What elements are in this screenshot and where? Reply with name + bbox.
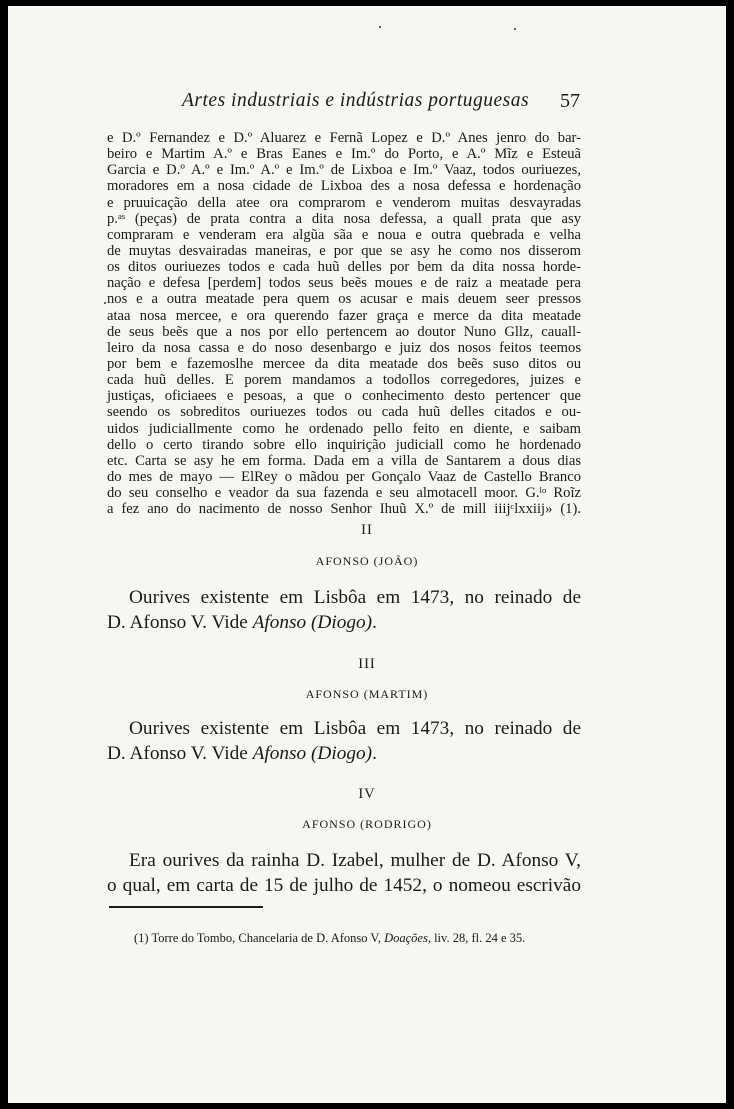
body-line: uidos judiciallmente como he ordenado pello feito en diente, e saibam <box>107 420 581 437</box>
entry-text-segment: . <box>372 743 377 764</box>
body-line: nos e a outra meatade pera quem os acusar e mais deuem seer pressos <box>107 291 581 308</box>
footnote <box>134 931 525 946</box>
entry-numeral: IV <box>358 786 376 802</box>
footnote-text: liv. 28, fl. 24 e 35. <box>430 931 526 945</box>
body-line: e D.º Fernandez e D.º Aluarez e Fernã Lopez e D.º Anes jenro do bar- <box>107 130 581 146</box>
body-line: moradores em a nosa cidade de Lixboa des a nosa defessa e hordenação <box>107 178 581 195</box>
body-line: p.ᵃˢ (peças) de prata contra a dita nosa defessa, a quall prata que asy <box>107 210 581 227</box>
entry-text-line <box>107 610 581 635</box>
body-line: do seu conselho e veador da sua fazenda e seu almotacell moor. G.ˡᵒ Roĩz <box>107 485 581 502</box>
page-header <box>8 90 726 120</box>
body-line: e pruuicação della atee ora comprarom e venderom muitas desvayradas <box>107 194 581 211</box>
entry-text <box>107 716 581 766</box>
body-line: a fez ano do nacimento de nosso Senhor Ihuũ X.º de mill iiijᶜlxxiij» (1). <box>107 501 581 518</box>
body-line: beiro e Martim A.º e Bras Eanes e Im.º do Porto, e A.º Mĩz e Esteuã <box>107 146 581 163</box>
running-title: Artes industriais e indústrias portuguesas <box>182 90 530 111</box>
paper-speck <box>104 302 106 304</box>
body-line: compraram e venderam era algũa sãa e noua e outra quebrada e velha <box>107 226 581 243</box>
body-line: etc. Carta se asy he em forma. Dada em a villa de Santarem a dous dias <box>107 452 581 469</box>
footnote-marker: (1) <box>134 931 149 945</box>
body-line: de muytas desvairadas maneiras, e por que se asy he como nos disserom <box>107 242 581 259</box>
entry-heading: AFONSO (RODRIGO) <box>302 817 432 831</box>
entry-text-line: Ourives existente em Lisbôa em 1473, no reinado de <box>129 718 581 739</box>
body-line: justiças, oficiaees e pesoas, a que o conhecimento desto pertencer que <box>107 388 581 405</box>
body-line: leiro da nosa cassa e do noso desenbargo e juiz dos nosos feitos teemos <box>107 339 581 356</box>
body-line: dello o certo tirando sobre ello inquirição judiciall como he hordenado <box>107 436 581 453</box>
body-line: Garcia e D.º A.º e Im.º A.º e Im.º de Lixboa e Im.º Vaaz, todos ouriuezes, <box>107 162 581 179</box>
entry-text-line: o qual, em carta de 15 de julho de 1452, o nomeou escrivão <box>107 875 581 896</box>
body-line: os ditos ouriuezes todos e cada huũ delles por bem da dita nossa horde- <box>107 259 581 276</box>
entry-text <box>107 585 581 635</box>
cross-reference: Afonso (Diogo) <box>252 612 373 633</box>
footnote-reference: Doações, <box>384 931 431 945</box>
entry-text-line: Era ourives da rainha D. Izabel, mulher de D. Afonso V, <box>129 850 581 871</box>
entry-text-segment: D. Afonso V. Vide <box>107 612 253 633</box>
body-line: cada huũ delles. E porem mandamos a todollos corregedores, juizes e <box>107 372 581 389</box>
page-number: 57 <box>560 90 580 112</box>
entry-heading: AFONSO (MARTIM) <box>305 687 429 701</box>
entry-numeral: II <box>361 522 373 538</box>
entry-text-line <box>107 741 581 766</box>
body-line: nação e defesa [perdem] todos seus beẽs moues e de raiz a meatade pera <box>107 275 581 292</box>
entry-text-segment: . <box>372 612 377 633</box>
footnote-text: Torre do Tombo, Chancelaria de D. Afonso V, <box>148 931 385 945</box>
cross-reference: Afonso (Diogo) <box>252 743 373 764</box>
entry-text-segment: D. Afonso V. Vide <box>107 743 253 764</box>
entry-text <box>107 848 581 898</box>
document-page <box>8 6 726 1103</box>
body-line: seendo os sobreditos ouriuezes todos ou cada huũ delles citados e ou- <box>107 404 581 421</box>
entry-text-line: Ourives existente em Lisbôa em 1473, no reinado de <box>129 587 581 608</box>
paper-speck <box>379 26 381 28</box>
body-line: de seus beẽs que a nos por ello pertencem ao doutor Nuno Gllz, cauall- <box>107 323 581 340</box>
entry-numeral: III <box>358 656 376 672</box>
entry-heading: AFONSO (JOÃO) <box>315 554 419 568</box>
paper-speck <box>514 28 516 30</box>
footnote-rule <box>109 906 263 908</box>
body-line: por bem e fazemoslhe mercee da dita meatade dos beẽs suso ditos ou <box>107 355 581 372</box>
body-line: do mes de mayo — ElRey o mãdou per Gonçalo Vaaz de Castello Branco <box>107 468 581 485</box>
body-line: ataa nosa mercee, e ora querendo fazer graça e merce da dita meatade <box>107 307 581 324</box>
document-body <box>107 130 581 517</box>
